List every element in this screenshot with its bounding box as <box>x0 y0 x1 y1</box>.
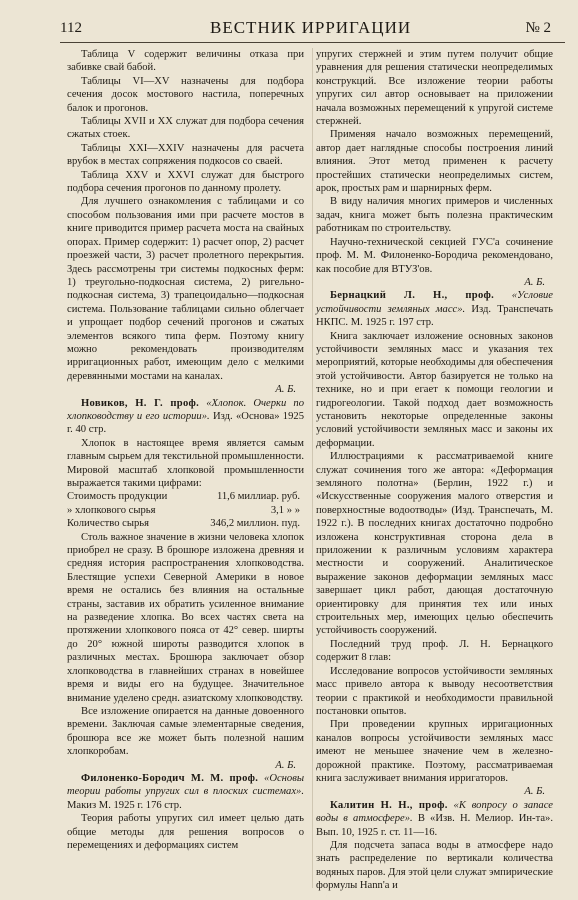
paragraph: Таблицы XXI—XXIV назначены для расчета врубок в местах сопряжения подкосов со сваей. <box>67 142 304 168</box>
review-heading <box>67 772 304 812</box>
review-author: Филоненко-Бородич М. М. проф. <box>81 772 259 784</box>
paragraph: Все изложение опирается на данные довоенного времени. Заключая самые элементарные сведения, брошюра все же может быть полезной нашим хлопкоробам. <box>67 705 304 758</box>
stat-row <box>67 504 304 517</box>
journal-title: ВЕСТНИК ИРРИГАЦИИ <box>210 18 412 37</box>
paragraph: Книга заключает изложение основных законов устойчивости земляных масс и указания тех мероприятий, которые необходимы для обеспечения этой устойчивости. Автор базируется не только на технике, но и при егает к помощи геологии и гидрогеологии. Такой подход дает возможность установить некоторые определенные законы условий устойчивости земляных масс и законы их деформации. <box>316 330 553 449</box>
paragraph: Исследование вопросов устойчивости земляных масс привело автора к выводу несоответствия теории с практикой и необходимости правильной постановки опытов. <box>316 665 553 717</box>
paragraph: Последний труд проф. Л. Н. Бернацкого содержит 8 глав: <box>316 638 553 664</box>
paragraph: Иллюстрациями к рассматриваемой книге служат сочинения того же автора: «Деформация земляного полотна» (Берлин, 1922 г.) и «Искусственные сооружения малого отверстия и поверхностные водоотводы» (Изд. Транспечать, М. 1922 г.). В последних книгах достаточно подробно изложена конструктивная сторона дела в приложении к различным условиям характера местности и сооружений. Аналитическое выражение законов деформации земляных масс завершает цикл работ, дающая достаточную ориентировку для принятия тех или иных строительных мер, имеющих целью обеспечить устойчивость сооружений. <box>316 451 553 637</box>
paragraph: Таблица V содержит величины отказа при забивке свай бабой. <box>67 49 304 74</box>
paragraph: Для подсчета запаса воды в атмосфере надо знать распределение по вертикали количества водяных паров. Для этой цели служат эмпирические формулы Hann'a и <box>316 839 553 892</box>
review-heading <box>316 289 553 329</box>
review-author: Калитин Н. Н., проф. <box>330 799 448 811</box>
review-publication: Изд. «Основа» 1925 г. 40 стр. <box>67 410 304 436</box>
column-gutter <box>312 48 313 888</box>
review-book-title: «К вопросу о запасе воды в атмосфере». <box>316 799 553 825</box>
page-header <box>60 14 565 43</box>
stat-value: 3,1 » » <box>270 504 300 516</box>
paragraph: Применяя начало возможных перемещений, автор дает наглядные способы построения линий влияния. Этот метод применен к расчету простейших статически неопределимых систем, арок, простых рам и шарнирных ферм. <box>316 129 553 195</box>
paragraph: Столь важное значение в жизни человека хлопок приобрел не сразу. В брошюре изложена древняя и средняя история распространения хлопководства. Блестящие успехи Северной Америки в новое время не остались без влияния на остальные страны, заставив их обратить усиленное внимание на разведение хлопка. Во всех частях света на протяжении хлопкового пояса от 42° север. ширты до 20° южной широты разводится хлопок в различных местах. Брошюра заключает обзор хлопководства в главнейших странах в новейшее время и виды его на будущее. Значительное внимание уделено средн. азиатскому хлопководству. <box>67 531 304 704</box>
paragraph: упругих стержней и этим путем получит общие уравнения для решения статически неопределимых конструкций. Все изложение теории работы упругих сил автор основывает на приложении начала возможных перемещений к упругой системе стержней. <box>316 49 553 128</box>
review-publication: Изд. Транспечать НКПС. М. 1925 г. 197 стр. <box>316 303 553 329</box>
paragraph: Таблица XXV и XXVI служат для быстрого подбора сечения прогонов по данному пролету. <box>67 169 304 195</box>
review-book-title: «Хлопок. Очерки по хлопководству и его истории». <box>67 397 304 422</box>
paragraph: При проведении крупных ирригационных каналов вопросы устойчивости земляных масс имеют не меньшее значение чем в железно-дорожной практике. Поэтому, рассматриваемая книга заслуживает внимания ирригаторов. <box>316 719 553 784</box>
review-author: Новиков, Н. Г. проф. <box>81 397 200 409</box>
review-book-title: «Основы теории работы упругих сил в плоских системах». <box>67 772 304 798</box>
page-number: 112 <box>60 20 82 36</box>
stat-label: Стоимость продукции <box>67 491 168 503</box>
review-publication: Макиз М. 1925 г. 176 стр. <box>67 799 182 811</box>
paragraph: В виду наличия многих примеров и численных задач, книга может быть полезна практическим работникам по строительству. <box>316 196 553 235</box>
paragraph: Научно-технической секцией ГУС'а сочинение проф. М. М. Филоненко-Бородича рекомендовано, как пособие для ВТУЗ'ов. <box>316 236 553 275</box>
paragraph: Теория работы упругих сил имеет целью дать общие методы для решения вопросов о перемещениях и деформациях систем <box>67 813 304 851</box>
reviewer-signature: А. Б. <box>275 384 296 396</box>
paragraph: Таблицы VI—XV назначены для подбора сечения досок мостового настила, поперечных балок и прогонов. <box>67 75 304 114</box>
stat-label: » хлопкового сырья <box>67 504 156 516</box>
stat-row <box>67 517 304 530</box>
reviewer-signature: А. Б. <box>524 786 545 798</box>
review-heading <box>316 799 553 839</box>
paragraph: Хлопок в настоящее время является самым главным сырьем для текстильной промышленности. Мировой масштаб хлопковой промышленности выражается такими цифрами: <box>67 437 304 489</box>
left-column <box>67 48 304 852</box>
stat-label: Количество сырья <box>67 518 149 530</box>
review-heading <box>67 397 304 437</box>
stat-value: 11,6 миллиар. руб. <box>216 491 300 503</box>
paragraph: Для лучшего ознакомления с таблицами и со способом пользования ими при расчете мостов в книге приводится пример расчета моста на свайных опорах. Пример содержит: 1) расчет опор, 2) расчет проезжей части, 3) расчет пролетного перекрытия. Здесь рассмотрены три системы подкосных ферм: 1) треугольно-подкосная система, 2) ригельно-подкосная система, 3) трапецоидально—подкосная система. Пользование таблицами сильно облегчает и упрощает подбор сечений прогонов и сжатых элементов всякого типа ферм. Поэтому книгу можно рекомендовать производителям ирригационных работ, имеющим дело с мелкими деревянными мостами на каналах. <box>67 196 304 382</box>
stat-row <box>67 490 304 503</box>
review-publication: В «Изв. Н. Мелиор. Ин-та». Вып. 10, 1925 г. ст. 11—16. <box>316 813 553 838</box>
review-book-title: «Условие устойчивости земляных масс». <box>316 290 553 315</box>
reviewer-signature: А. Б. <box>275 759 296 771</box>
reviewer-signature: А. Б. <box>524 276 545 288</box>
issue-number: № 2 <box>525 20 551 36</box>
right-column <box>316 48 553 893</box>
stat-value: 346,2 миллион. пуд. <box>210 518 300 530</box>
paragraph: Таблицы XVII и XX служат для подбора сечения сжатых стоек. <box>67 116 304 141</box>
review-author: Бернацкий Л. Н., проф. <box>330 290 495 302</box>
